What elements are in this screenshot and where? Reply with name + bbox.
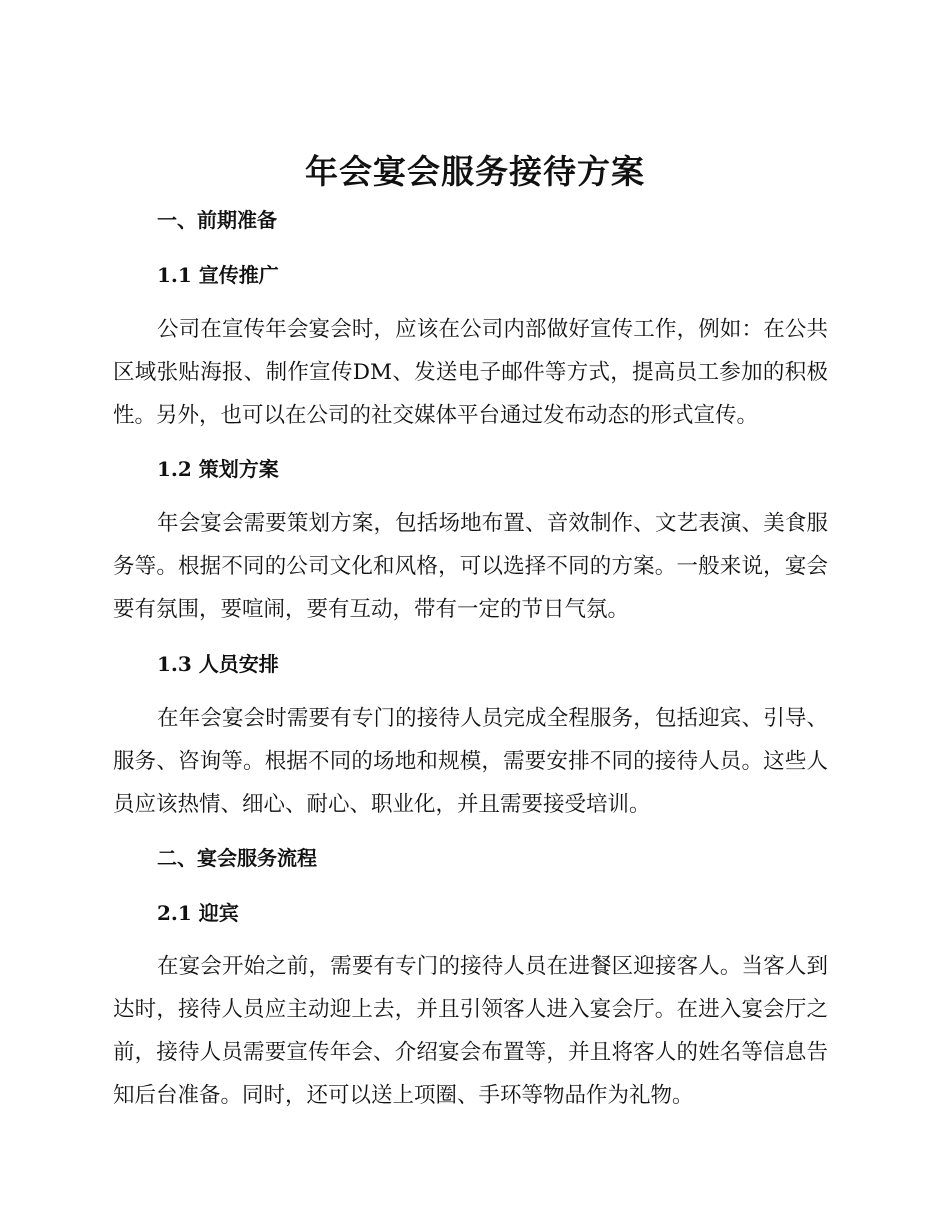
paragraph-staffing: 在年会宴会时需要有专门的接待人员完成全程服务，包括迎宾、引导、服务、咨询等。根据不同的场地和规模，需要安排不同的接待人员。这些人员应该热情、细心、耐心、职业化，并且需要接受培训。 [113, 706, 828, 817]
subsection-heading-promotion: 1.1 宣传推广 [157, 263, 279, 287]
section-heading-preparation: 一、前期准备 [157, 208, 277, 232]
subsection-heading-welcome: 2.1 迎宾 [157, 901, 239, 925]
paragraph-welcome: 在宴会开始之前，需要有专门的接待人员在进餐区迎接客人。当客人到达时，接待人员应主动迎上去，并且引领客人进入宴会厅。在进入宴会厅之前，接待人员需要宣传年会、介绍宴会布置等，并且将客人的姓名等信息告知后台准备。同时，还可以送上项圈、手环等物品作为礼物。 [113, 954, 828, 1108]
document-title: 年会宴会服务接待方案 [305, 152, 645, 191]
subsection-heading-planning: 1.2 策划方案 [157, 457, 279, 481]
section-heading-service-flow: 二、宴会服务流程 [157, 846, 317, 870]
paragraph-promotion: 公司在宣传年会宴会时，应该在公司内部做好宣传工作，例如：在公共区域张贴海报、制作宣传DM、发送电子邮件等方式，提高员工参加的积极性。另外，也可以在公司的社交媒体平台通过发布动态的形式宣传。 [113, 317, 828, 428]
paragraph-planning: 年会宴会需要策划方案，包括场地布置、音效制作、文艺表演、美食服务等。根据不同的公司文化和风格，可以选择不同的方案。一般来说，宴会要有氛围，要喧闹，要有互动，带有一定的节日气氛。 [113, 511, 828, 622]
subsection-heading-staffing: 1.3 人员安排 [157, 652, 279, 676]
